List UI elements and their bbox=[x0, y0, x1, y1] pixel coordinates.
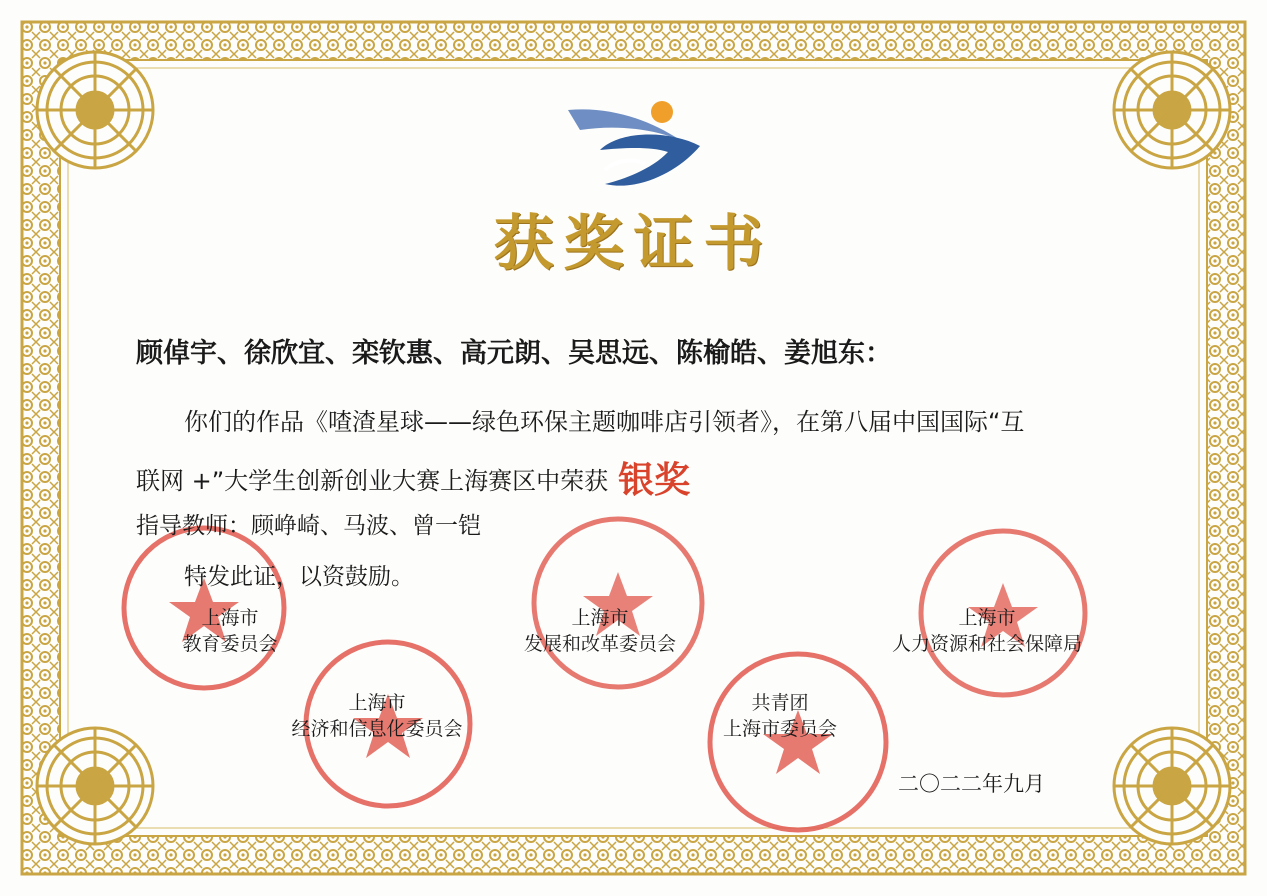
issuer-line2: 经济和信息化委员会 bbox=[291, 717, 463, 740]
issuer-economy-informatization bbox=[262, 691, 492, 742]
advisors: 指导教师：顾峥崎、马波、曾一铠 bbox=[136, 513, 481, 539]
certificate-title: 获奖证书 bbox=[493, 209, 774, 279]
recipient-names: 顾倬宇、徐欣宜、栾钦惠、高元朗、吴思远、陈榆皓、姜旭东： bbox=[136, 338, 892, 369]
body-text-line1: 你们的作品《喳渣星球——绿色环保主题咖啡店引领者》，在第八届中国国际“互 bbox=[184, 408, 1025, 436]
issuer-line1: 上海市 bbox=[201, 607, 259, 629]
competition-logo bbox=[560, 100, 710, 196]
issuer-line1: 上海市 bbox=[348, 692, 406, 714]
issuer-education bbox=[160, 606, 300, 657]
body-text-line2-content: 联网 +”大学生创新创业大赛上海赛区中荣获 bbox=[136, 467, 609, 495]
issuer-human-resources bbox=[862, 606, 1112, 657]
issue-date: 二〇二二年九月 bbox=[898, 772, 1045, 796]
body-text-line2 bbox=[136, 452, 690, 503]
award-level: 银奖 bbox=[618, 459, 691, 501]
issuer-youth-league bbox=[690, 691, 870, 742]
development-reform-seal bbox=[527, 512, 709, 694]
issuer-line2: 上海市委员会 bbox=[722, 717, 837, 740]
issuer-line2: 人力资源和社会保障局 bbox=[891, 632, 1082, 655]
issuer-development-reform bbox=[490, 606, 710, 657]
issuer-line1: 上海市 bbox=[571, 607, 629, 629]
issuer-line2: 教育委员会 bbox=[182, 632, 278, 655]
issuer-line2: 发展和改革委员会 bbox=[523, 632, 676, 655]
closing-statement: 特发此证，以资鼓励。 bbox=[184, 564, 414, 590]
issuer-line1: 共青团 bbox=[751, 692, 809, 714]
issuer-line1: 上海市 bbox=[958, 607, 1016, 629]
